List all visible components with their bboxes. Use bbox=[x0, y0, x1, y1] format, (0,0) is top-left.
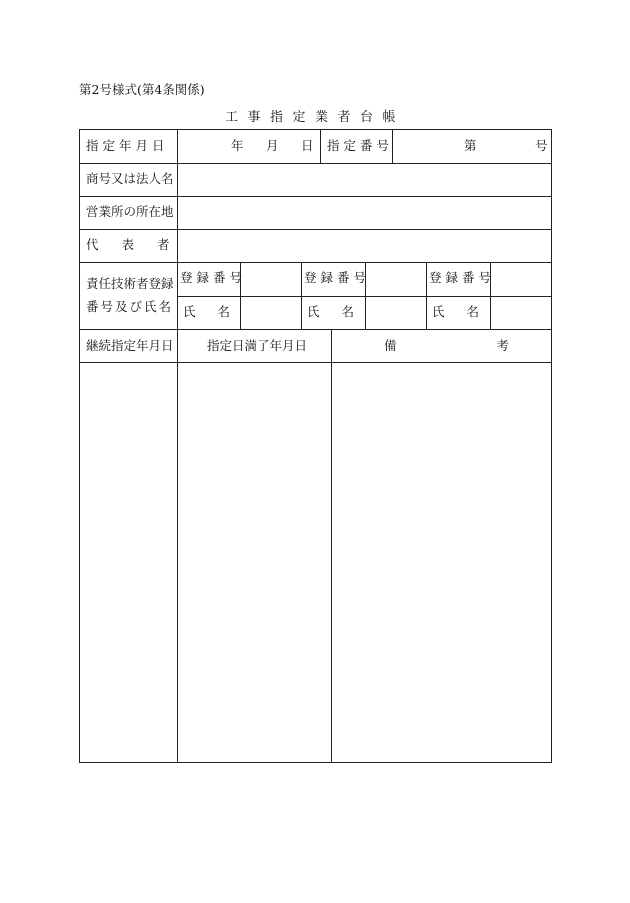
date-day-label: 日 bbox=[301, 138, 314, 153]
name-label: 氏名 bbox=[307, 304, 377, 319]
row-divider bbox=[79, 362, 552, 363]
business-name-label: 商号又は法人名 bbox=[86, 171, 174, 186]
number-prefix: 第 bbox=[464, 138, 477, 153]
row-divider bbox=[79, 163, 552, 164]
engineer-label-line1: 責任技術者登録 bbox=[86, 276, 174, 291]
column-divider bbox=[426, 262, 427, 329]
remarks-label: 備考 bbox=[384, 338, 610, 353]
date-month-label: 月 bbox=[266, 138, 279, 153]
renewal-date-label: 継続指定年月日 bbox=[86, 338, 174, 353]
expiry-date-label: 指定日満了年月日 bbox=[207, 338, 308, 353]
row-divider bbox=[79, 262, 552, 263]
number-suffix: 号 bbox=[535, 138, 548, 153]
table-border-top bbox=[79, 129, 552, 130]
column-divider bbox=[320, 129, 321, 163]
name-label: 氏名 bbox=[183, 304, 253, 319]
registration-number-label: 登録番号 bbox=[180, 270, 247, 285]
column-divider bbox=[331, 329, 332, 763]
registration-number-label: 登録番号 bbox=[429, 270, 496, 285]
date-year-label: 年 bbox=[231, 138, 244, 153]
table-border-right bbox=[551, 129, 552, 763]
column-divider bbox=[177, 129, 178, 763]
designation-number-label: 指定番号 bbox=[327, 138, 394, 153]
table-border-left bbox=[79, 129, 80, 763]
office-location-label: 営業所の所在地 bbox=[86, 204, 174, 219]
designation-date-text: 指定年月日 bbox=[86, 138, 169, 153]
form-title: 工事指定業者台帳 bbox=[224, 110, 405, 125]
row-divider bbox=[79, 229, 552, 230]
representative-label: 代表者 bbox=[86, 237, 193, 252]
registration-number-label: 登録番号 bbox=[304, 270, 371, 285]
column-divider bbox=[301, 262, 302, 329]
table-border-bottom bbox=[79, 762, 552, 763]
form-number: 第2号様式(第4条関係) bbox=[79, 82, 205, 97]
designation-date-label bbox=[86, 140, 170, 153]
name-label: 氏名 bbox=[432, 304, 502, 319]
row-divider bbox=[79, 329, 552, 330]
row-divider bbox=[79, 196, 552, 197]
engineer-label-line2: 番号及び氏名 bbox=[86, 299, 174, 314]
